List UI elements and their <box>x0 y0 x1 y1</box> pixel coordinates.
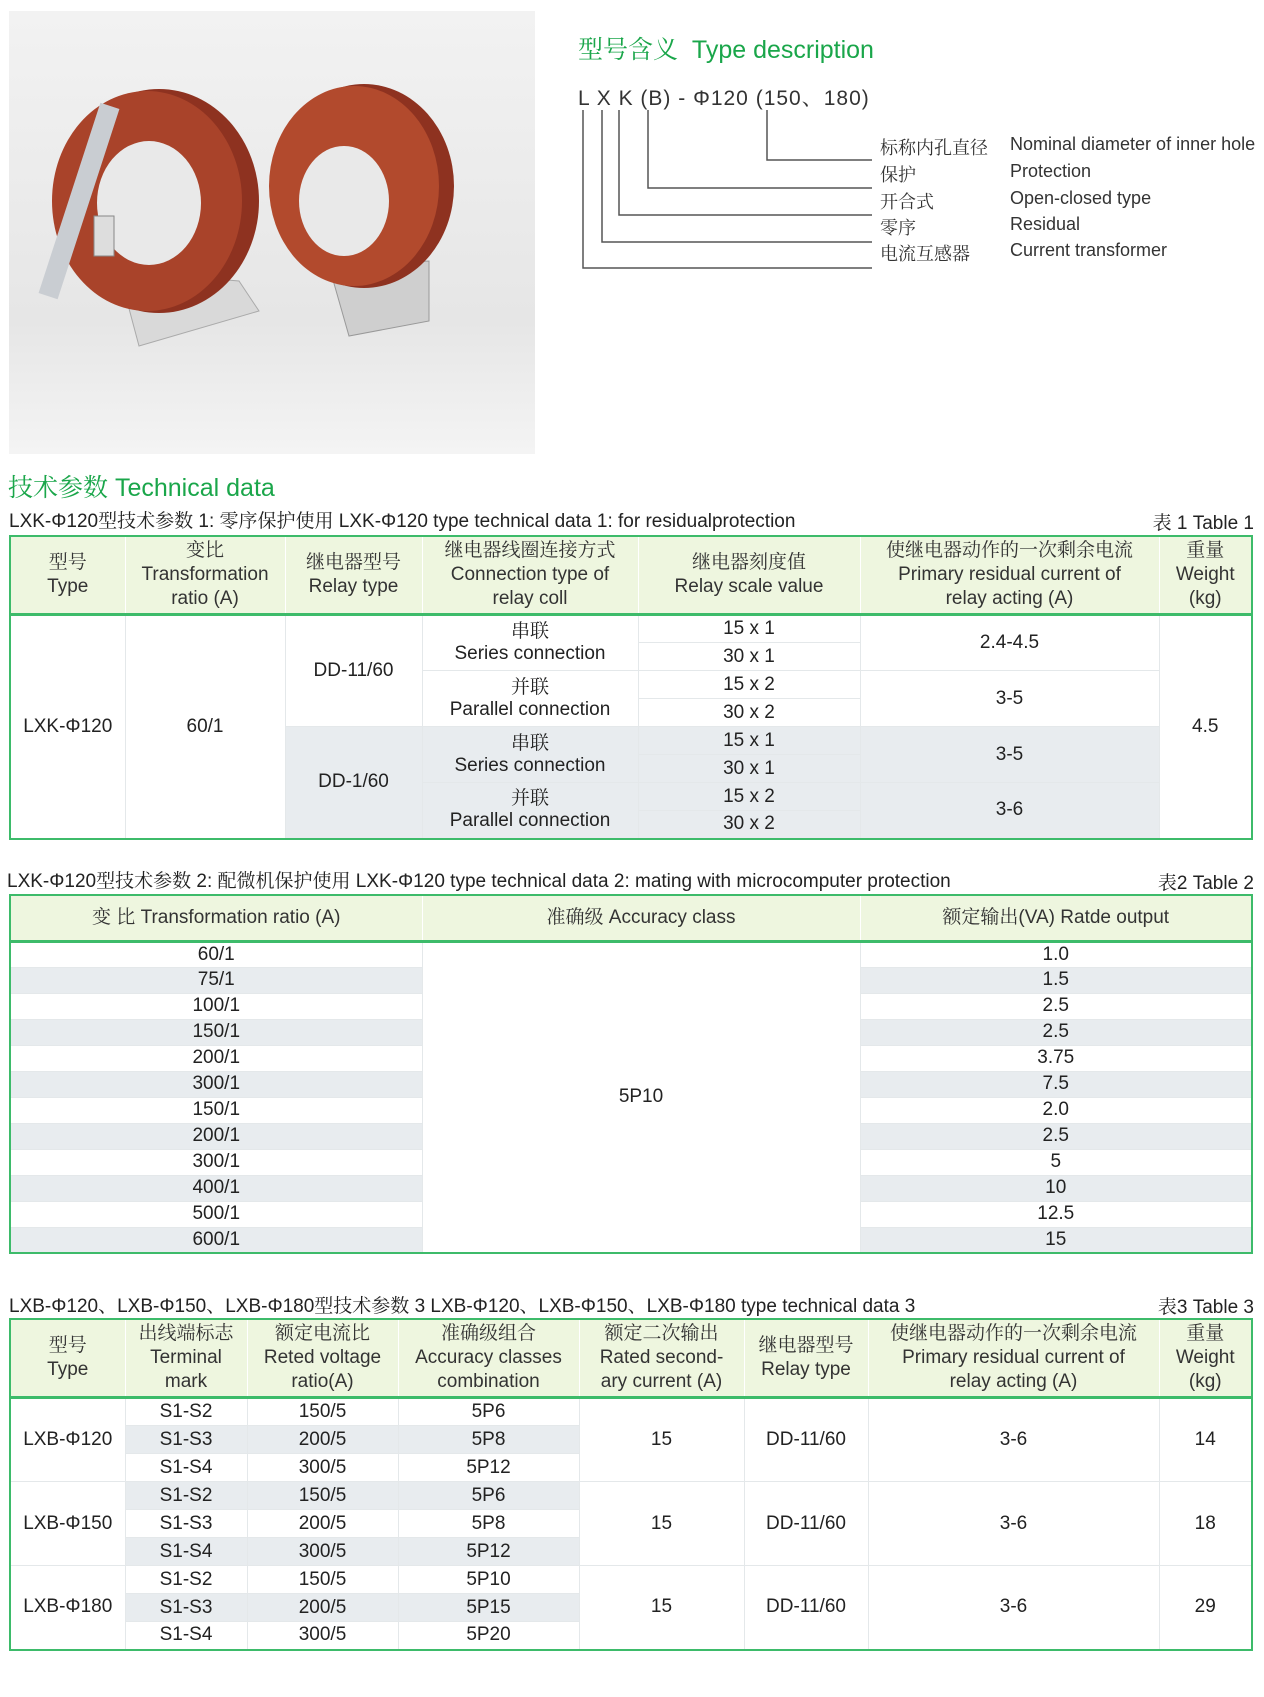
primary-current-cell: 3-5 <box>860 671 1159 727</box>
column-header: 变 比 Transformation ratio (A) <box>10 895 422 941</box>
column-header <box>1159 1319 1252 1398</box>
header-line: 继电器型号 <box>758 1335 854 1356</box>
connection-cell <box>422 783 638 839</box>
code-part-label-zh: 电流互感器 <box>880 244 970 264</box>
code-part-label-zh: 零序 <box>880 218 916 238</box>
terminal-cell: S1-S2 <box>125 1398 247 1426</box>
header-line: combination <box>437 1371 540 1392</box>
output-cell: 2.5 <box>860 1019 1252 1045</box>
header-line: 额定二次输出 <box>604 1323 719 1344</box>
ratio-cell: 400/1 <box>10 1175 422 1201</box>
table-row <box>10 1482 1252 1510</box>
output-cell: 10 <box>860 1175 1252 1201</box>
terminal-cell: S1-S3 <box>125 1594 247 1622</box>
connection-en: Series connection <box>454 754 606 776</box>
ratio-cell: 100/1 <box>10 993 422 1019</box>
ratio-cell: 300/5 <box>247 1538 398 1566</box>
header-line: Reted voltage <box>263 1347 382 1368</box>
code-part-label-en: Protection <box>1010 161 1092 181</box>
terminal-cell: S1-S4 <box>125 1622 247 1650</box>
weight-cell: 14 <box>1159 1398 1252 1482</box>
scale-cell: 30 x 1 <box>638 643 860 671</box>
weight-cell: 4.5 <box>1159 615 1252 839</box>
scale-cell: 30 x 1 <box>638 755 860 783</box>
code-part-label-en: Residual <box>1010 214 1081 234</box>
header-line: Weight <box>1175 564 1235 585</box>
primary-current-cell: 3-5 <box>860 727 1159 783</box>
terminal-cell: S1-S2 <box>125 1566 247 1594</box>
header-line: Relay type <box>761 1359 851 1380</box>
section-title-en: Technical data <box>114 474 275 502</box>
code-part-label-zh: 开合式 <box>880 192 934 212</box>
header-line: 出线端标志 <box>138 1323 234 1344</box>
table2 <box>9 894 1253 1254</box>
header-line: Terminal <box>150 1347 222 1368</box>
ratio-cell: 300/5 <box>247 1622 398 1650</box>
scale-cell: 30 x 2 <box>638 811 860 839</box>
connection-cell <box>422 727 638 783</box>
table3-number: 表3 Table 3 <box>1157 1297 1254 1318</box>
ratio-cell: 150/5 <box>247 1566 398 1594</box>
output-cell: 1.0 <box>860 941 1252 967</box>
type-cell: LXB-Φ150 <box>10 1482 125 1566</box>
scale-cell: 15 x 2 <box>638 671 860 699</box>
header-line: mark <box>164 1371 208 1392</box>
terminal-cell: S1-S4 <box>125 1538 247 1566</box>
column-header <box>860 536 1159 615</box>
scale-cell: 30 x 2 <box>638 699 860 727</box>
table2-caption: LXK-Φ120型技术参数 2: 配微机保护使用 LXK-Φ120 type technical data 2: mating with microcomputer protection <box>7 871 951 892</box>
table3-caption: LXB-Φ120、LXB-Φ150、LXB-Φ180型技术参数 3 LXB-Φ120、LXB-Φ150、LXB-Φ180 type technical data 3 <box>9 1296 916 1317</box>
output-cell: 2.0 <box>860 1097 1252 1123</box>
section-title-zh: 技术参数 <box>8 474 109 502</box>
accuracy-cell: 5P12 <box>398 1454 579 1482</box>
header-line: 继电器刻度值 <box>691 552 806 573</box>
connection-zh: 并联 <box>510 676 549 698</box>
header-line: (kg) <box>1188 588 1222 609</box>
column-header: 准确级 Accuracy class <box>422 895 860 941</box>
ratio-cell: 200/5 <box>247 1510 398 1538</box>
column-header <box>285 536 422 615</box>
title-zh: 型号含义 <box>578 36 679 64</box>
table-row <box>10 615 1252 643</box>
code-part-label-en: Open-closed type <box>1010 188 1152 208</box>
header-line: 型号 <box>48 1335 87 1356</box>
output-cell: 15 <box>860 1227 1252 1253</box>
ratio-cell: 300/1 <box>10 1149 422 1175</box>
column-header <box>422 536 638 615</box>
header-line: 重量 <box>1186 1323 1225 1344</box>
code-part-label-zh: 标称内孔直径 <box>880 138 988 158</box>
terminal-cell: S1-S3 <box>125 1510 247 1538</box>
connection-en: Parallel connection <box>449 810 611 832</box>
column-header <box>638 536 860 615</box>
output-cell: 2.5 <box>860 993 1252 1019</box>
connection-zh: 并联 <box>510 788 549 810</box>
table-row <box>10 1566 1252 1594</box>
table-row <box>10 1398 1252 1426</box>
table-row <box>10 941 1252 967</box>
technical-data-title <box>8 468 275 504</box>
ratio-cell: 75/1 <box>10 967 422 993</box>
accuracy-cell: 5P20 <box>398 1622 579 1650</box>
ratio-cell: 150/5 <box>247 1482 398 1510</box>
accuracy-cell: 5P8 <box>398 1510 579 1538</box>
header-line: 使继电器动作的一次剩余电流 <box>885 540 1133 561</box>
header-line: relay acting (A) <box>949 1371 1078 1392</box>
ratio-cell: 200/5 <box>247 1426 398 1454</box>
accuracy-cell: 5P6 <box>398 1482 579 1510</box>
header-line: ratio (A) <box>171 588 239 609</box>
header-line: ary current (A) <box>600 1371 723 1392</box>
column-header <box>125 536 285 615</box>
connection-zh: 串联 <box>510 621 549 642</box>
header-line: Transformation <box>141 564 269 585</box>
header-line: (kg) <box>1188 1371 1222 1392</box>
code-part-label-en: Nominal diameter of inner hole <box>1010 134 1256 154</box>
header-line: Relay scale value <box>674 576 824 597</box>
relay-type-cell: DD-11/60 <box>744 1482 868 1566</box>
ratio-cell: 200/5 <box>247 1594 398 1622</box>
accuracy-cell: 5P10 <box>398 1566 579 1594</box>
accuracy-cell: 5P6 <box>398 1398 579 1426</box>
primary-current-cell: 3-6 <box>868 1566 1159 1650</box>
header-line: 准确级组合 <box>440 1323 536 1344</box>
ratio-cell: 150/5 <box>247 1398 398 1426</box>
column-header <box>398 1319 579 1398</box>
weight-cell: 29 <box>1159 1566 1252 1650</box>
header-line: 使继电器动作的一次剩余电流 <box>889 1323 1137 1344</box>
title-en: Type description <box>691 36 874 64</box>
output-cell: 1.5 <box>860 967 1252 993</box>
ratio-cell: 150/1 <box>10 1097 422 1123</box>
ratio-cell: 300/1 <box>10 1071 422 1097</box>
table3 <box>9 1318 1253 1651</box>
secondary-current-cell: 15 <box>579 1482 744 1566</box>
connection-zh: 串联 <box>510 732 549 754</box>
relay-type-cell: DD-1/60 <box>285 727 422 839</box>
ratio-cell: 600/1 <box>10 1227 422 1253</box>
code-part-label-zh: 保护 <box>880 165 916 185</box>
output-cell: 3.75 <box>860 1045 1252 1071</box>
header-line: relay acting (A) <box>945 588 1074 609</box>
ratio-cell: 60/1 <box>125 615 285 839</box>
output-cell: 7.5 <box>860 1071 1252 1097</box>
weight-cell: 18 <box>1159 1482 1252 1566</box>
relay-type-cell: DD-11/60 <box>285 615 422 727</box>
scale-cell: 15 x 1 <box>638 727 860 755</box>
relay-type-cell: DD-11/60 <box>744 1566 868 1650</box>
ratio-cell: 150/1 <box>10 1019 422 1045</box>
primary-current-cell: 3-6 <box>860 783 1159 839</box>
scale-cell: 15 x 1 <box>638 615 860 643</box>
header-line: Primary residual current of <box>902 1347 1125 1368</box>
header-row <box>10 895 1252 941</box>
header-line: 型号 <box>48 552 87 573</box>
primary-current-cell: 3-6 <box>868 1398 1159 1482</box>
column-header: 额定输出(VA) Ratde output <box>860 895 1252 941</box>
header-line: Weight <box>1175 1347 1235 1368</box>
accuracy-cell: 5P12 <box>398 1538 579 1566</box>
header-line: Connection type of <box>450 564 610 585</box>
table1 <box>9 535 1253 840</box>
ratio-cell: 500/1 <box>10 1201 422 1227</box>
table1-caption: LXK-Φ120型技术参数 1: 零序保护使用 LXK-Φ120 type technical data 1: for residualprotection <box>9 511 796 532</box>
header-line: Type <box>47 576 89 597</box>
header-line: Relay type <box>308 576 399 597</box>
type-cell: LXB-Φ180 <box>10 1566 125 1650</box>
relay-type-cell: DD-11/60 <box>744 1398 868 1482</box>
terminal-cell: S1-S4 <box>125 1454 247 1482</box>
header-row <box>10 536 1252 615</box>
table1-number: 表 1 Table 1 <box>1152 513 1254 534</box>
connection-cell <box>422 615 638 671</box>
accuracy-cell: 5P10 <box>422 941 860 1253</box>
header-line: 重量 <box>1186 540 1225 561</box>
header-line: ratio(A) <box>291 1371 354 1392</box>
terminal-cell: S1-S2 <box>125 1482 247 1510</box>
header-line: 继电器型号 <box>305 552 401 573</box>
ratio-cell: 200/1 <box>10 1045 422 1071</box>
header-line: Type <box>47 1359 89 1380</box>
ratio-cell: 300/5 <box>247 1454 398 1482</box>
primary-current-cell: 3-6 <box>868 1482 1159 1566</box>
ratio-cell: 200/1 <box>10 1123 422 1149</box>
output-cell: 12.5 <box>860 1201 1252 1227</box>
table2-number: 表2 Table 2 <box>1157 873 1254 894</box>
type-code: L X K (B) - Φ120 (150、180) <box>578 87 870 110</box>
header-line: 变比 <box>185 540 224 561</box>
column-header <box>10 536 125 615</box>
output-cell: 5 <box>860 1149 1252 1175</box>
header-line: 额定电流比 <box>274 1323 370 1344</box>
header-line: 继电器线圈连接方式 <box>444 540 616 561</box>
secondary-current-cell: 15 <box>579 1398 744 1482</box>
type-cell: LXK-Φ120 <box>10 615 125 839</box>
output-cell: 2.5 <box>860 1123 1252 1149</box>
header-line: relay coll <box>492 588 568 609</box>
ratio-cell: 60/1 <box>10 941 422 967</box>
column-header <box>868 1319 1159 1398</box>
header-line: Primary residual current of <box>898 564 1121 585</box>
column-header <box>744 1319 868 1398</box>
header-line: Rated second- <box>599 1347 724 1368</box>
type-cell: LXB-Φ120 <box>10 1398 125 1482</box>
secondary-current-cell: 15 <box>579 1566 744 1650</box>
terminal-cell: S1-S3 <box>125 1426 247 1454</box>
column-header <box>579 1319 744 1398</box>
scale-cell: 15 x 2 <box>638 783 860 811</box>
column-header <box>1159 536 1252 615</box>
column-header <box>125 1319 247 1398</box>
connection-cell <box>422 671 638 727</box>
primary-current-cell: 2.4-4.5 <box>860 615 1159 671</box>
accuracy-cell: 5P15 <box>398 1594 579 1622</box>
code-part-label-en: Current transformer <box>1010 240 1168 260</box>
column-header <box>10 1319 125 1398</box>
header-line: Accuracy classes <box>415 1347 562 1368</box>
header-row <box>10 1319 1252 1398</box>
accuracy-cell: 5P8 <box>398 1426 579 1454</box>
column-header <box>247 1319 398 1398</box>
connection-en: Series connection <box>454 643 606 664</box>
connection-en: Parallel connection <box>449 698 611 720</box>
